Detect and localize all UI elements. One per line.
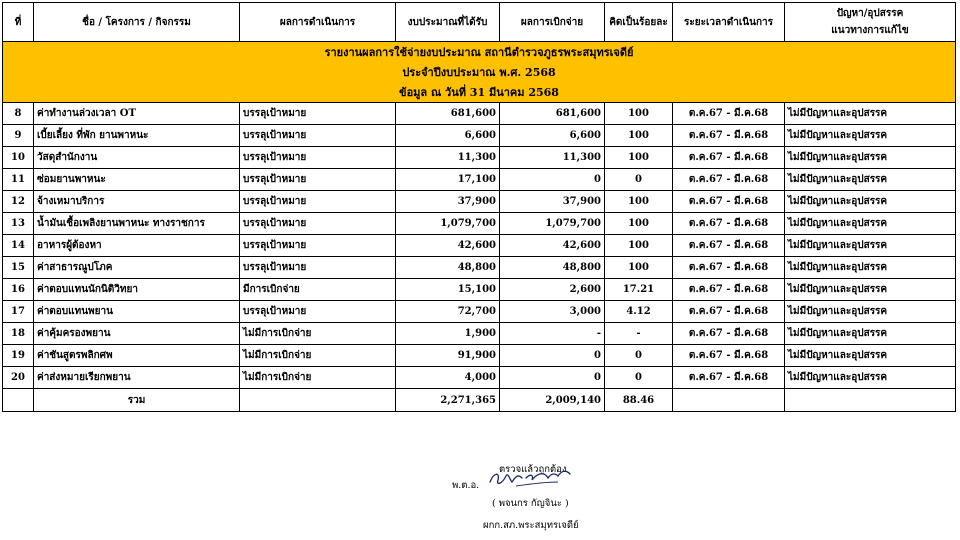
row-no: 11 [3, 169, 34, 191]
row-period: ต.ค.67 - มี.ค.68 [673, 147, 785, 169]
row-no: 20 [3, 367, 34, 389]
data-as-of-date: ข้อมูล ณ วันที่ 31 มีนาคม 2568 [3, 81, 956, 103]
row-result: ไม่มีการเบิกจ่าย [240, 367, 396, 389]
row-spent: 48,800 [500, 257, 605, 279]
table-row [3, 213, 956, 235]
row-no: 13 [3, 213, 34, 235]
row-spent: 2,600 [500, 279, 605, 301]
row-result: บรรลุเป้าหมาย [240, 147, 396, 169]
report-header [3, 42, 956, 103]
col-header-result: ผลการดำเนินการ [240, 3, 396, 42]
row-spent: 1,079,700 [500, 213, 605, 235]
row-spent: 42,600 [500, 235, 605, 257]
row-no: 15 [3, 257, 34, 279]
row-spent: 681,600 [500, 103, 605, 125]
row-name: วัสดุสำนักงาน [34, 147, 240, 169]
col-header-no: ที่ [3, 3, 34, 42]
row-percent: 100 [605, 235, 673, 257]
row-budget: 17,100 [396, 169, 500, 191]
row-result: บรรลุเป้าหมาย [240, 191, 396, 213]
row-budget: 42,600 [396, 235, 500, 257]
row-name: ค่าชันสูตรพลิกศพ [34, 345, 240, 367]
row-no: 8 [3, 103, 34, 125]
row-result: มีการเบิกจ่าย [240, 279, 396, 301]
certified-text: ตรวจแล้วถูกต้อง [499, 464, 567, 475]
handwritten-signature [486, 464, 576, 490]
row-spent: 37,900 [500, 191, 605, 213]
row-budget: 4,000 [396, 367, 500, 389]
row-no: 9 [3, 125, 34, 147]
row-no: 14 [3, 235, 34, 257]
row-percent: - [605, 323, 673, 345]
col-header-problem [785, 3, 956, 42]
total-result-cell [240, 389, 396, 412]
total-no-cell [3, 389, 34, 412]
table-row [3, 367, 956, 389]
row-no: 17 [3, 301, 34, 323]
row-budget: 15,100 [396, 279, 500, 301]
row-no: 16 [3, 279, 34, 301]
row-spent: 0 [500, 169, 605, 191]
row-name: ค่าคุ้มครองพยาน [34, 323, 240, 345]
col-header-percent: คิดเป็นร้อยละ [605, 3, 673, 42]
row-result: บรรลุเป้าหมาย [240, 125, 396, 147]
row-name: จ้างเหมาบริการ [34, 191, 240, 213]
table-row [3, 279, 956, 301]
row-result: บรรลุเป้าหมาย [240, 257, 396, 279]
row-period: ต.ค.67 - มี.ค.68 [673, 279, 785, 301]
row-percent: 100 [605, 103, 673, 125]
report-total [3, 389, 956, 412]
row-spent: - [500, 323, 605, 345]
row-budget: 681,600 [396, 103, 500, 125]
row-problem: ไม่มีปัญหาและอุปสรรค [785, 279, 956, 301]
row-spent: 11,300 [500, 147, 605, 169]
row-period: ต.ค.67 - มี.ค.68 [673, 103, 785, 125]
row-name: อาหารผู้ต้องหา [34, 235, 240, 257]
row-period: ต.ค.67 - มี.ค.68 [673, 125, 785, 147]
row-problem: ไม่มีปัญหาและอุปสรรค [785, 345, 956, 367]
row-name: ค่าตอบแทนพยาน [34, 301, 240, 323]
total-percent: 88.46 [605, 389, 673, 412]
row-percent: 100 [605, 213, 673, 235]
total-row [3, 389, 956, 412]
row-name: ซ่อมยานพาหนะ [34, 169, 240, 191]
table-row [3, 257, 956, 279]
row-period: ต.ค.67 - มี.ค.68 [673, 257, 785, 279]
row-budget: 48,800 [396, 257, 500, 279]
row-percent: 100 [605, 257, 673, 279]
row-problem: ไม่มีปัญหาและอุปสรรค [785, 367, 956, 389]
row-spent: 6,600 [500, 125, 605, 147]
row-percent: 4.12 [605, 301, 673, 323]
table-row [3, 147, 956, 169]
col-header-problem-line2: แนวทางการแก้ไข [831, 25, 909, 36]
row-period: ต.ค.67 - มี.ค.68 [673, 323, 785, 345]
table-row [3, 235, 956, 257]
report-sheet [2, 2, 955, 412]
row-result: บรรลุเป้าหมาย [240, 103, 396, 125]
col-header-name: ชื่อ / โครงการ / กิจกรรม [34, 3, 240, 42]
row-no: 18 [3, 323, 34, 345]
row-name: ค่าทำงานล่วงเวลา OT [34, 103, 240, 125]
signer-position: ผกก.สภ.พระสมุทรเจดีย์ [483, 520, 579, 531]
report-rows [3, 103, 956, 389]
row-percent: 17.21 [605, 279, 673, 301]
total-spent: 2,009,140 [500, 389, 605, 412]
row-no: 19 [3, 345, 34, 367]
row-percent: 0 [605, 367, 673, 389]
row-result: บรรลุเป้าหมาย [240, 301, 396, 323]
col-header-problem-line1: ปัญหา/อุปสรรค [836, 8, 904, 19]
signer-name: ( พจนกร กัญจินะ ) [492, 498, 569, 509]
row-budget: 91,900 [396, 345, 500, 367]
fiscal-year: ประจำปีงบประมาณ พ.ศ. 2568 [3, 62, 956, 81]
row-problem: ไม่มีปัญหาและอุปสรรค [785, 301, 956, 323]
row-no: 12 [3, 191, 34, 213]
row-percent: 0 [605, 169, 673, 191]
table-row [3, 323, 956, 345]
row-period: ต.ค.67 - มี.ค.68 [673, 169, 785, 191]
row-problem: ไม่มีปัญหาและอุปสรรค [785, 125, 956, 147]
row-spent: 3,000 [500, 301, 605, 323]
row-period: ต.ค.67 - มี.ค.68 [673, 301, 785, 323]
row-period: ต.ค.67 - มี.ค.68 [673, 345, 785, 367]
row-result: ไม่มีการเบิกจ่าย [240, 323, 396, 345]
row-percent: 0 [605, 345, 673, 367]
table-row [3, 103, 956, 125]
row-period: ต.ค.67 - มี.ค.68 [673, 213, 785, 235]
total-problem-cell [785, 389, 956, 412]
col-header-budget: งบประมาณที่ได้รับ [396, 3, 500, 42]
row-spent: 0 [500, 345, 605, 367]
row-problem: ไม่มีปัญหาและอุปสรรค [785, 235, 956, 257]
budget-report-table [2, 2, 956, 412]
table-row [3, 191, 956, 213]
row-budget: 1,900 [396, 323, 500, 345]
row-budget: 37,900 [396, 191, 500, 213]
col-header-spent: ผลการเบิกจ่าย [500, 3, 605, 42]
row-problem: ไม่มีปัญหาและอุปสรรค [785, 323, 956, 345]
row-problem: ไม่มีปัญหาและอุปสรรค [785, 213, 956, 235]
row-name: ค่าส่งหมายเรียกพยาน [34, 367, 240, 389]
table-row [3, 169, 956, 191]
row-budget: 11,300 [396, 147, 500, 169]
row-name: ค่าสาธารณูปโภค [34, 257, 240, 279]
row-result: บรรลุเป้าหมาย [240, 169, 396, 191]
signer-rank: พ.ต.อ. [452, 480, 480, 491]
row-budget: 6,600 [396, 125, 500, 147]
row-percent: 100 [605, 191, 673, 213]
row-period: ต.ค.67 - มี.ค.68 [673, 367, 785, 389]
total-budget: 2,271,365 [396, 389, 500, 412]
row-no: 10 [3, 147, 34, 169]
row-result: บรรลุเป้าหมาย [240, 235, 396, 257]
table-row [3, 125, 956, 147]
row-problem: ไม่มีปัญหาและอุปสรรค [785, 169, 956, 191]
row-name: เบี้ยเลี้ยง ที่พัก ยานพาหนะ [34, 125, 240, 147]
report-title: รายงานผลการใช้จ่ายงบประมาณ สถานีตำรวจภูธรพระสมุทรเจดีย์ [3, 42, 956, 63]
total-label: รวม [34, 389, 240, 412]
row-name: น้ำมันเชื้อเพลิงยานพาหนะ ทางราชการ [34, 213, 240, 235]
row-problem: ไม่มีปัญหาและอุปสรรค [785, 257, 956, 279]
row-percent: 100 [605, 147, 673, 169]
row-budget: 72,700 [396, 301, 500, 323]
row-period: ต.ค.67 - มี.ค.68 [673, 191, 785, 213]
row-spent: 0 [500, 367, 605, 389]
row-problem: ไม่มีปัญหาและอุปสรรค [785, 103, 956, 125]
row-budget: 1,079,700 [396, 213, 500, 235]
table-row [3, 301, 956, 323]
col-header-period: ระยะเวลาดำเนินการ [673, 3, 785, 42]
row-name: ค่าตอบแทนนักนิติวิทยา [34, 279, 240, 301]
row-percent: 100 [605, 125, 673, 147]
row-problem: ไม่มีปัญหาและอุปสรรค [785, 147, 956, 169]
table-row [3, 345, 956, 367]
row-result: บรรลุเป้าหมาย [240, 213, 396, 235]
row-problem: ไม่มีปัญหาและอุปสรรค [785, 191, 956, 213]
row-result: ไม่มีการเบิกจ่าย [240, 345, 396, 367]
total-period-cell [673, 389, 785, 412]
column-header [3, 3, 956, 42]
row-period: ต.ค.67 - มี.ค.68 [673, 235, 785, 257]
